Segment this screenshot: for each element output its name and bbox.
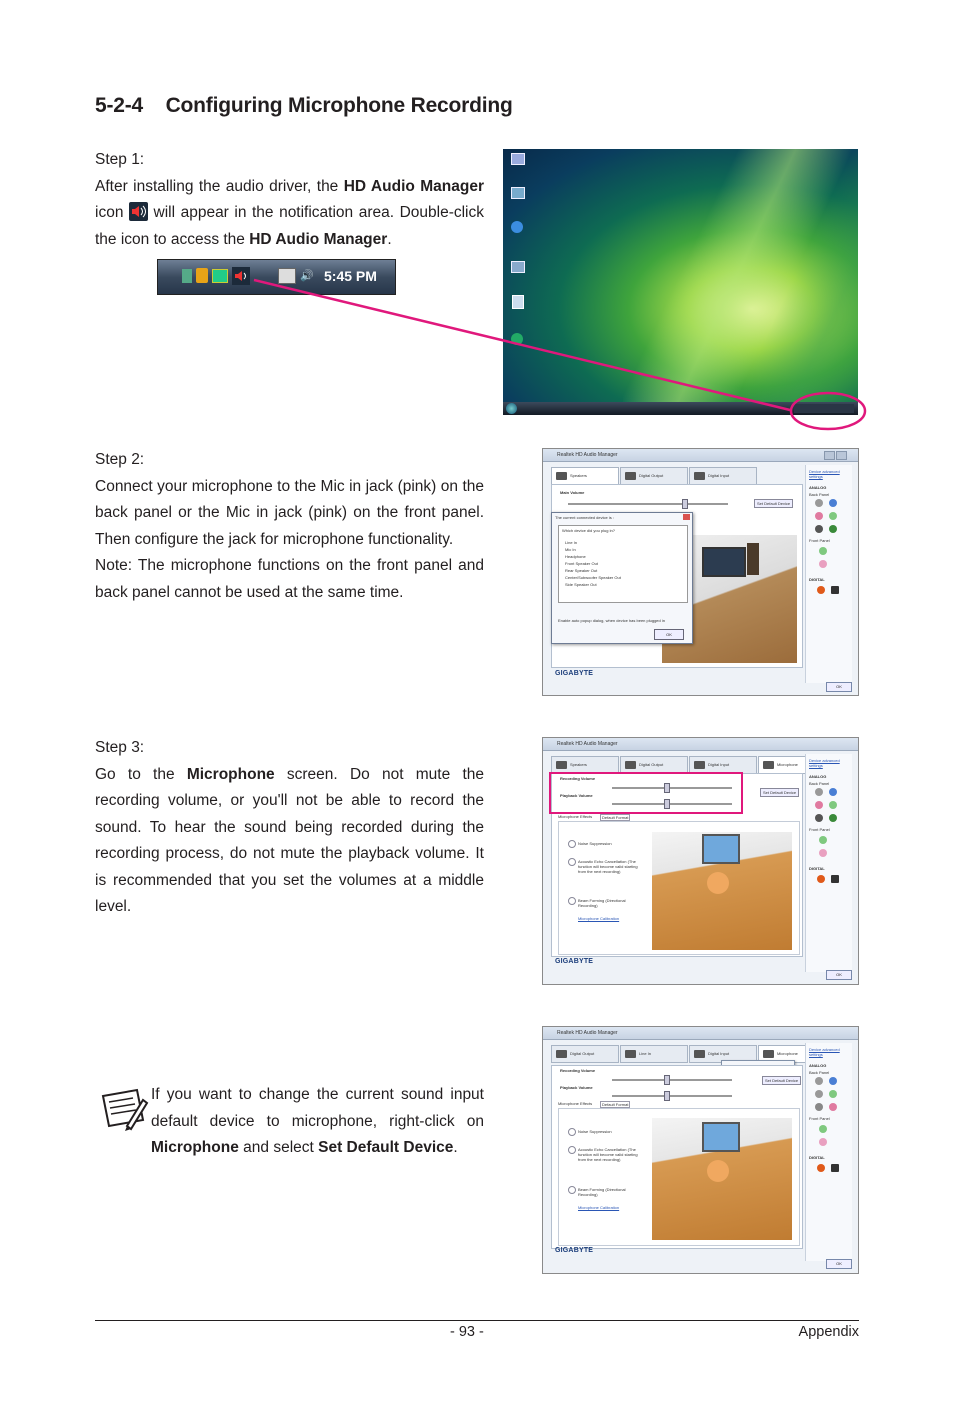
dialog-option[interactable]: Front Speaker Out	[565, 561, 598, 566]
set-default-button[interactable]: Set Default Device	[762, 1076, 801, 1085]
section-number: 5-2-4	[95, 94, 144, 117]
set-default-button[interactable]: Set Default Device	[760, 788, 799, 797]
tv-icon	[702, 547, 746, 577]
beam-forming-option[interactable]	[568, 1186, 576, 1194]
speaker-tower-icon	[747, 543, 759, 575]
digital-jack-dot[interactable]	[817, 875, 825, 883]
jack-dot[interactable]	[819, 1125, 827, 1133]
back-panel-label: Back Panel	[809, 492, 830, 497]
step3-text: Go to the Microphone screen. Do not mute the recording volume, or you'll not be able to record the sound. To hear the sound being recorded during the recording process, do not mute the playback volume. It is recommended that you set the volumes at a middle level.	[95, 765, 484, 915]
gigabyte-logo: GIGABYTE	[555, 958, 594, 965]
audio-manager-screenshot-microphone	[542, 737, 859, 985]
callout-connector	[0, 0, 954, 440]
ok-button[interactable]: OK	[826, 682, 852, 692]
noise-suppression-label: Noise Suppression	[578, 841, 612, 846]
jack-dot[interactable]	[829, 1103, 837, 1111]
main-volume-label: Main Volume	[560, 490, 585, 495]
dialog-option[interactable]: Headphone	[565, 554, 586, 559]
analog-label: ANALOG	[809, 1063, 827, 1068]
jack-dot[interactable]	[815, 801, 823, 809]
dialog-option[interactable]: Side Speaker Out	[565, 582, 597, 587]
note-pencil-icon	[97, 1086, 149, 1132]
echo-cancel-label: Acoustic Echo Cancellation (The function will become valid starting from the next recording)	[578, 1147, 638, 1162]
digital-label: DIGITAL	[809, 577, 825, 582]
jack-dot[interactable]	[815, 1090, 823, 1098]
playback-volume-slider[interactable]	[612, 1095, 732, 1097]
tab-line-in[interactable]: Line In	[620, 1045, 688, 1063]
jack-sidebar	[805, 1043, 852, 1261]
person-illustration	[707, 1160, 729, 1182]
device-advanced-link[interactable]: Device advanced settings	[809, 1047, 840, 1057]
mic-calibration-link[interactable]: Microphone Calibration	[578, 1205, 620, 1210]
recording-volume-label: Recording Volume	[560, 1068, 596, 1073]
page-number: - 93 -	[450, 1324, 484, 1340]
tip-text: If you want to change the current sound input default device to microphone, right-click on Microphone and select Set Default Device.	[151, 1086, 484, 1156]
default-format-tab[interactable]: Default Format	[602, 1102, 629, 1107]
jack-dot[interactable]	[829, 801, 837, 809]
tray-time: 5:45 PM	[324, 268, 377, 284]
tab-microphone[interactable]: Microphone	[758, 1045, 826, 1063]
footer-rule	[95, 1320, 859, 1321]
volume-highlight-box	[549, 772, 743, 814]
tab-microphone[interactable]: Microphone	[758, 756, 826, 774]
window-titlebar: Realtek HD Audio Manager	[543, 449, 858, 462]
back-panel-label: Back Panel	[809, 1070, 830, 1075]
device-advanced-link[interactable]: Device advanced settings	[809, 758, 840, 768]
analog-label: ANALOG	[809, 485, 827, 490]
echo-cancel-option[interactable]	[568, 858, 576, 866]
audio-manager-screenshot-speakers	[542, 448, 859, 696]
beam-forming-label: Beam Forming (Directional Recording)	[578, 1187, 626, 1197]
jack-dot[interactable]	[819, 836, 827, 844]
recording-volume-knob[interactable]	[664, 1075, 670, 1085]
default-format-tab[interactable]: Default Format	[602, 815, 629, 820]
window-titlebar: Realtek HD Audio Manager	[543, 1027, 858, 1040]
front-panel-label: Front Panel	[809, 827, 830, 832]
gigabyte-logo: GIGABYTE	[555, 1247, 594, 1254]
volume-icon[interactable]: 🔊	[300, 270, 314, 282]
dialog-option[interactable]: Mic In	[565, 547, 576, 552]
audio-manager-screenshot-set-default	[542, 1026, 859, 1274]
tab-digital-input[interactable]: Digital Input	[689, 756, 757, 774]
step2-label: Step 2:	[95, 451, 145, 468]
step3-label: Step 3:	[95, 739, 145, 756]
jack-dot[interactable]	[815, 512, 823, 520]
connected-device-dialog	[551, 512, 693, 644]
recording-volume-slider[interactable]	[612, 1079, 732, 1081]
jack-dot[interactable]	[815, 525, 823, 533]
jack-dot[interactable]	[829, 525, 837, 533]
dialog-option[interactable]: Rear Speaker Out	[565, 568, 598, 573]
playback-volume-label: Playback Volume	[560, 1085, 593, 1090]
digital-jack-dot[interactable]	[831, 586, 839, 594]
digital-jack-dot[interactable]	[831, 1164, 839, 1172]
tab-speakers[interactable]: Speakers	[551, 467, 619, 485]
mic-effects-tab[interactable]: Microphone Effects	[558, 814, 593, 819]
jack-dot[interactable]	[829, 1077, 837, 1085]
monitor-illustration	[702, 834, 740, 864]
mic-effects-tab[interactable]: Microphone Effects	[558, 1101, 593, 1106]
playback-volume-label: Playback Volume	[560, 793, 593, 798]
analog-label: ANALOG	[809, 774, 827, 779]
echo-cancel-label: Acoustic Echo Cancellation (The function will become valid starting from the next recording)	[578, 859, 638, 874]
gigabyte-logo: GIGABYTE	[555, 670, 594, 677]
jack-dot[interactable]	[815, 814, 823, 822]
noise-suppression-label: Noise Suppression	[578, 1129, 612, 1134]
main-volume-slider[interactable]	[568, 503, 728, 505]
step3-block	[95, 735, 484, 921]
window-titlebar: Realtek HD Audio Manager	[543, 738, 858, 751]
front-panel-label: Front Panel	[809, 538, 830, 543]
jack-dot[interactable]	[829, 814, 837, 822]
footer-section: Appendix	[798, 1324, 859, 1340]
digital-label: DIGITAL	[809, 1155, 825, 1160]
tab-digital-output[interactable]: Digital Output	[620, 756, 688, 774]
section-title-text: Configuring Microphone Recording	[165, 94, 513, 117]
jack-dot[interactable]	[815, 499, 823, 507]
echo-cancel-option[interactable]	[568, 1146, 576, 1154]
noise-suppression-option[interactable]	[568, 1128, 576, 1136]
jack-dot[interactable]	[829, 788, 837, 796]
jack-dot[interactable]	[819, 560, 827, 568]
tab-digital-input[interactable]: Digital Input	[689, 467, 757, 485]
dialog-ok-button[interactable]: OK	[654, 629, 684, 640]
step1-label: Step 1:	[95, 151, 145, 168]
jack-dot[interactable]	[815, 1103, 823, 1111]
digital-jack-dot[interactable]	[831, 875, 839, 883]
beam-forming-label: Beam Forming (Directional Recording)	[578, 898, 626, 908]
digital-jack-dot[interactable]	[817, 586, 825, 594]
jack-sidebar	[805, 465, 852, 683]
step1-text: After installing the audio driver, the HD Audio Manager icon will appear in the notification area. Double-click the icon to access the HD Audio Manager.	[95, 177, 484, 248]
jack-dot[interactable]	[819, 547, 827, 555]
back-panel-label: Back Panel	[809, 781, 830, 786]
person-illustration	[707, 872, 729, 894]
tab-speakers[interactable]: Speakers	[551, 756, 619, 774]
recording-volume-label: Recording Volume	[560, 776, 596, 781]
playback-volume-knob[interactable]	[664, 1091, 670, 1101]
digital-jack-dot[interactable]	[817, 1164, 825, 1172]
jack-dot[interactable]	[829, 512, 837, 520]
jack-dot[interactable]	[829, 1090, 837, 1098]
step2-text: Connect your microphone to the Mic in jack (pink) on the back panel or the Mic in jack (pink) on the front panel. Then configure the jack for microphone functionality.	[95, 477, 484, 548]
device-advanced-link[interactable]: Device advanced settings	[809, 469, 840, 479]
jack-sidebar	[805, 754, 852, 972]
dialog-auto-popup-check[interactable]: Enable auto popup dialog, when device has been plugged in	[558, 618, 665, 623]
monitor-illustration	[702, 1122, 740, 1152]
tab-digital-input[interactable]: Digital Input	[689, 1045, 757, 1063]
main-panel	[551, 1065, 803, 1249]
dialog-close-icon[interactable]	[683, 514, 690, 520]
dialog-question: Which device did you plug in?	[562, 528, 615, 533]
dialog-option[interactable]: Center/Subwoofer Speaker Out	[565, 575, 621, 580]
tab-digital-output[interactable]: Digital Output	[620, 467, 688, 485]
jack-dot[interactable]	[819, 849, 827, 857]
mic-calibration-link[interactable]: Microphone Calibration	[578, 916, 620, 921]
jack-dot[interactable]	[829, 499, 837, 507]
tab-digital-output[interactable]: Digital Output	[551, 1045, 619, 1063]
step2-block	[95, 447, 484, 606]
set-default-button[interactable]: Set Default Device	[754, 499, 793, 508]
noise-suppression-option[interactable]	[568, 840, 576, 848]
jack-dot[interactable]	[819, 1138, 827, 1146]
digital-label: DIGITAL	[809, 866, 825, 871]
ok-button[interactable]: OK	[826, 970, 852, 980]
step2-note: Note: The microphone functions on the front panel and back panel cannot be used at the same time.	[95, 557, 484, 601]
tab-bar	[551, 756, 827, 773]
beam-forming-option[interactable]	[568, 897, 576, 905]
tip-block	[151, 1082, 484, 1162]
main-volume-knob[interactable]	[682, 499, 688, 509]
jack-dot[interactable]	[815, 788, 823, 796]
ok-button[interactable]: OK	[826, 1259, 852, 1269]
dialog-option[interactable]: Line In	[565, 540, 578, 545]
jack-dot[interactable]	[815, 1077, 823, 1085]
front-panel-label: Front Panel	[809, 1116, 830, 1121]
dialog-title: The current connected device is :	[555, 515, 614, 520]
tab-bar	[551, 467, 758, 484]
